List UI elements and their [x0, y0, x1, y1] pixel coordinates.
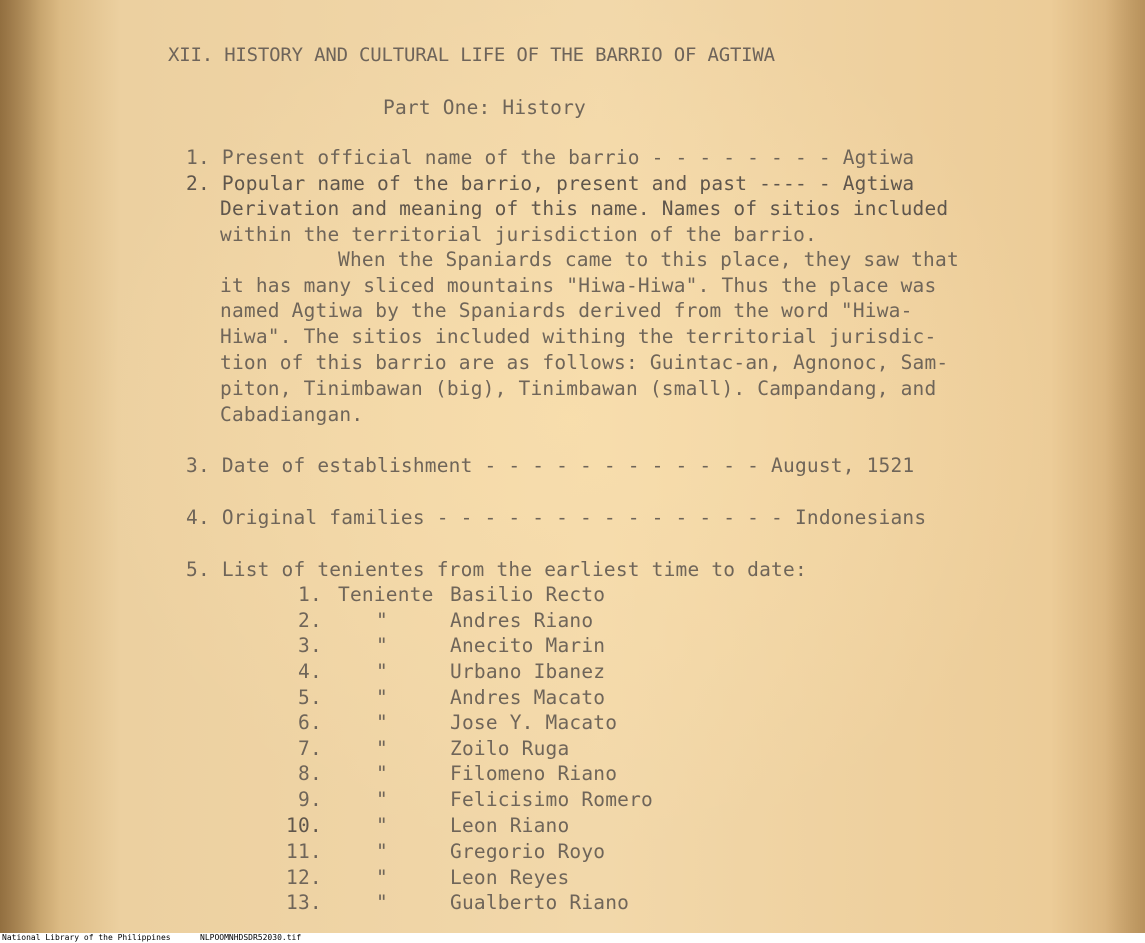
paragraph-line-3: named Agtiwa by the Spaniards derived from the word "Hiwa- — [220, 299, 913, 322]
paragraph-line-7: Cabadiangan. — [220, 403, 364, 426]
item-4: 4. Original families - - - - - - - - - - - - - - - Indonesians — [186, 506, 927, 529]
ditto-mark: " — [376, 711, 388, 734]
ditto-mark: " — [376, 814, 388, 837]
teniente-num: 4. — [298, 660, 322, 683]
teniente-name: Andres Riano — [450, 609, 594, 632]
scan-footer — [0, 933, 1145, 943]
teniente-name: Jose Y. Macato — [450, 711, 618, 734]
teniente-num: 5. — [298, 686, 322, 709]
item-3: 3. Date of establishment - - - - - - - - - - - - August, 1521 — [186, 454, 915, 477]
paragraph-line-1: When the Spaniards came to this place, they saw that — [338, 248, 959, 271]
ditto-mark: " — [376, 660, 388, 683]
teniente-label: Teniente — [338, 583, 434, 606]
teniente-name: Gualberto Riano — [450, 891, 630, 914]
ditto-mark: " — [376, 866, 388, 889]
teniente-num: 8. — [298, 762, 322, 785]
teniente-num: 11. — [286, 840, 322, 863]
teniente-name: Filomeno Riano — [450, 762, 618, 785]
binding-shadow — [0, 0, 60, 933]
teniente-num: 1. — [298, 583, 322, 606]
teniente-num: 9. — [298, 788, 322, 811]
item-5: 5. List of tenientes from the earliest time to date: — [186, 558, 807, 581]
teniente-name: Urbano Ibanez — [450, 660, 606, 683]
ditto-mark: " — [376, 686, 388, 709]
item-1: 1. Present official name of the barrio - - - - - - - - Agtiwa — [186, 146, 915, 169]
document-title: XII. HISTORY AND CULTURAL LIFE OF THE BARRIO OF AGTIWA — [168, 44, 775, 66]
item-2: 2. Popular name of the barrio, present and past ---- - Agtiwa — [186, 172, 915, 195]
teniente-num: 3. — [298, 634, 322, 657]
paragraph-line-5: tion of this barrio are as follows: Guintac-an, Agnonoc, Sam- — [220, 351, 949, 374]
item-2-line-1: Derivation and meaning of this name. Names of sitios included — [220, 197, 949, 220]
item-2-line-2: within the territorial jurisdiction of the barrio. — [220, 223, 817, 246]
ditto-mark: " — [376, 840, 388, 863]
teniente-num: 7. — [298, 737, 322, 760]
teniente-name: Leon Reyes — [450, 866, 570, 889]
teniente-name: Andres Macato — [450, 686, 606, 709]
paragraph-line-6: piton, Tinimbawan (big), Tinimbawan (small). Campandang, and — [220, 377, 937, 400]
footer-library: National Library of the Philippines — [2, 933, 171, 942]
page-edge — [1105, 0, 1145, 933]
ditto-mark: " — [376, 788, 388, 811]
ditto-mark: " — [376, 891, 388, 914]
ditto-mark: " — [376, 737, 388, 760]
teniente-num: 10. — [286, 814, 322, 837]
footer-filename: NLPOOMNHDSDR52030.tif — [200, 933, 302, 942]
section-subtitle: Part One: History — [383, 96, 586, 119]
teniente-name: Felicisimo Romero — [450, 788, 653, 811]
ditto-mark: " — [376, 762, 388, 785]
teniente-num: 2. — [298, 609, 322, 632]
teniente-name: Zoilo Ruga — [450, 737, 570, 760]
ditto-mark: " — [376, 609, 388, 632]
teniente-num: 6. — [298, 711, 322, 734]
paragraph-line-2: it has many sliced mountains "Hiwa-Hiwa". Thus the place was — [220, 274, 937, 297]
teniente-num: 13. — [286, 891, 322, 914]
teniente-name: Gregorio Royo — [450, 840, 606, 863]
teniente-name: Anecito Marin — [450, 634, 606, 657]
teniente-name: Leon Riano — [450, 814, 570, 837]
ditto-mark: " — [376, 634, 388, 657]
paragraph-line-4: Hiwa". The sitios included withing the territorial jurisdic- — [220, 325, 937, 348]
teniente-name: Basilio Recto — [450, 583, 606, 606]
teniente-num: 12. — [286, 866, 322, 889]
